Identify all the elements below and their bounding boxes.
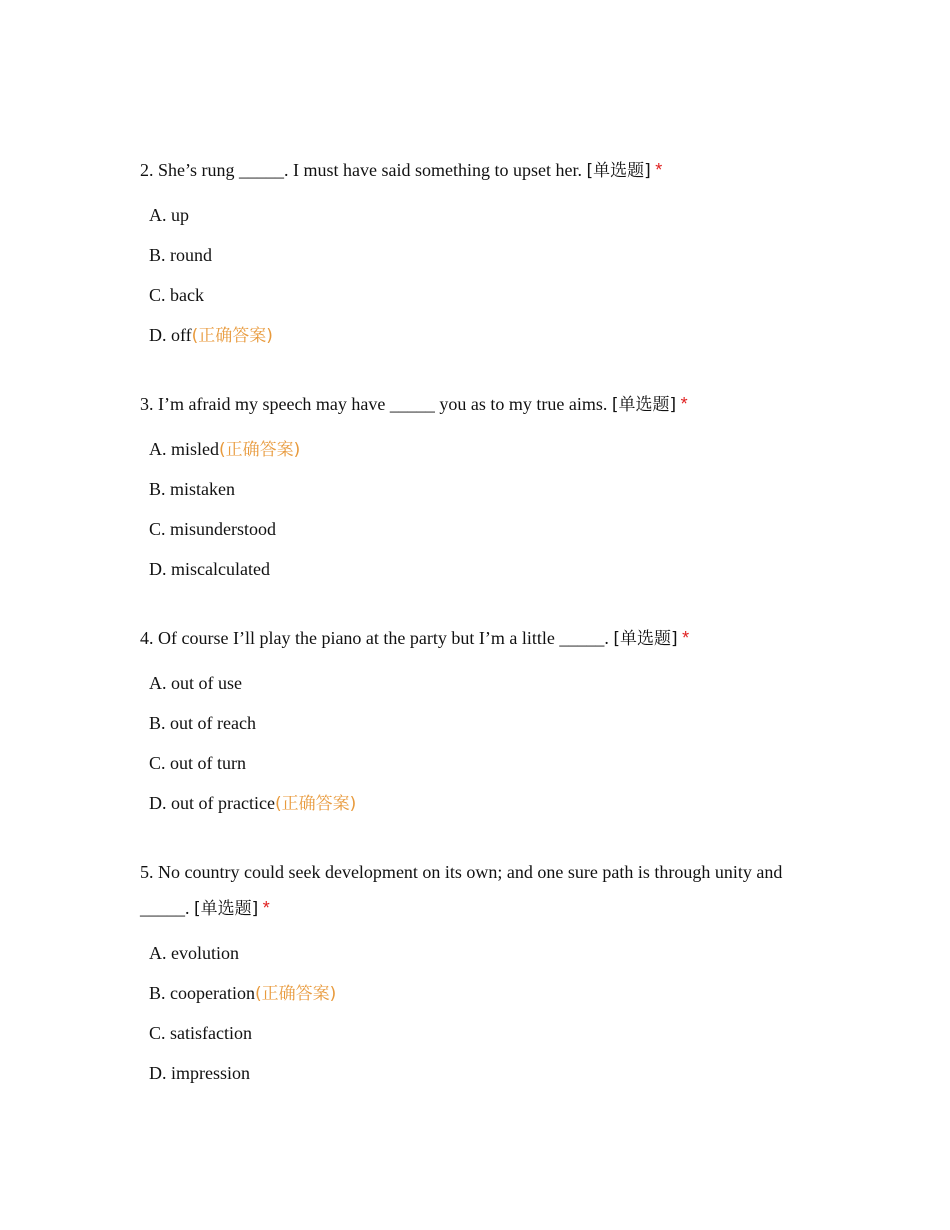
option-b xyxy=(140,973,820,1013)
option-label: C. satisfaction xyxy=(149,1023,252,1043)
question-number: 4. xyxy=(140,628,154,648)
option-label: B. round xyxy=(149,245,212,265)
question-body: Of course I’ll play the piano at the party but I’m a little _____. xyxy=(158,628,609,648)
option-label: D. out of practice xyxy=(149,793,275,813)
question-2 xyxy=(140,152,820,355)
option-a xyxy=(140,933,820,973)
option-c xyxy=(140,275,820,315)
question-list xyxy=(140,152,820,1124)
option-label: B. cooperation xyxy=(149,983,255,1003)
option-c xyxy=(140,743,820,783)
question-body: No country could seek development on its own; and one sure path is through unity and _____. xyxy=(140,862,783,918)
correct-answer-tag: (正确答案) xyxy=(254,984,337,1004)
option-b xyxy=(140,235,820,275)
question-body: I’m afraid my speech may have _____ you as to my true aims. xyxy=(158,394,608,414)
option-label: A. up xyxy=(149,205,189,225)
required-mark: * xyxy=(262,898,270,918)
option-d xyxy=(140,1053,820,1093)
option-label: D. impression xyxy=(149,1063,250,1083)
option-c xyxy=(140,1013,820,1053)
question-type-tag: [单选题] xyxy=(611,395,677,415)
question-5 xyxy=(140,854,820,1093)
question-text xyxy=(140,620,820,657)
option-label: C. back xyxy=(149,285,204,305)
option-label: D. off xyxy=(149,325,192,345)
required-mark: * xyxy=(655,160,663,180)
option-label: A. evolution xyxy=(149,943,239,963)
option-b xyxy=(140,469,820,509)
question-text xyxy=(140,386,820,423)
question-number: 3. xyxy=(140,394,154,414)
option-label: D. miscalculated xyxy=(149,559,270,579)
question-number: 5. xyxy=(140,862,154,882)
question-text xyxy=(140,854,820,927)
option-label: B. out of reach xyxy=(149,713,256,733)
option-c xyxy=(140,509,820,549)
question-text xyxy=(140,152,820,189)
question-body: She’s rung _____. I must have said something to upset her. xyxy=(158,160,582,180)
correct-answer-tag: (正确答案) xyxy=(219,440,301,460)
question-number: 2. xyxy=(140,160,154,180)
option-label: C. misunderstood xyxy=(149,519,277,539)
option-label: A. misled xyxy=(149,439,219,459)
option-b xyxy=(140,703,820,743)
question-3 xyxy=(140,386,820,589)
option-a xyxy=(140,663,820,703)
option-label: C. out of turn xyxy=(149,753,246,773)
correct-answer-tag: (正确答案) xyxy=(191,326,273,346)
option-d xyxy=(140,315,820,355)
option-d xyxy=(140,549,820,589)
question-type-tag: [单选题] xyxy=(194,899,259,919)
option-a xyxy=(140,429,820,469)
correct-answer-tag: (正确答案) xyxy=(274,794,357,814)
option-label: A. out of use xyxy=(149,673,242,693)
question-type-tag: [单选题] xyxy=(613,629,678,649)
option-a xyxy=(140,195,820,235)
option-label: B. mistaken xyxy=(149,479,235,499)
required-mark: * xyxy=(680,394,688,414)
option-d xyxy=(140,783,820,823)
required-mark: * xyxy=(682,628,690,648)
question-4 xyxy=(140,620,820,823)
question-type-tag: [单选题] xyxy=(586,161,651,181)
